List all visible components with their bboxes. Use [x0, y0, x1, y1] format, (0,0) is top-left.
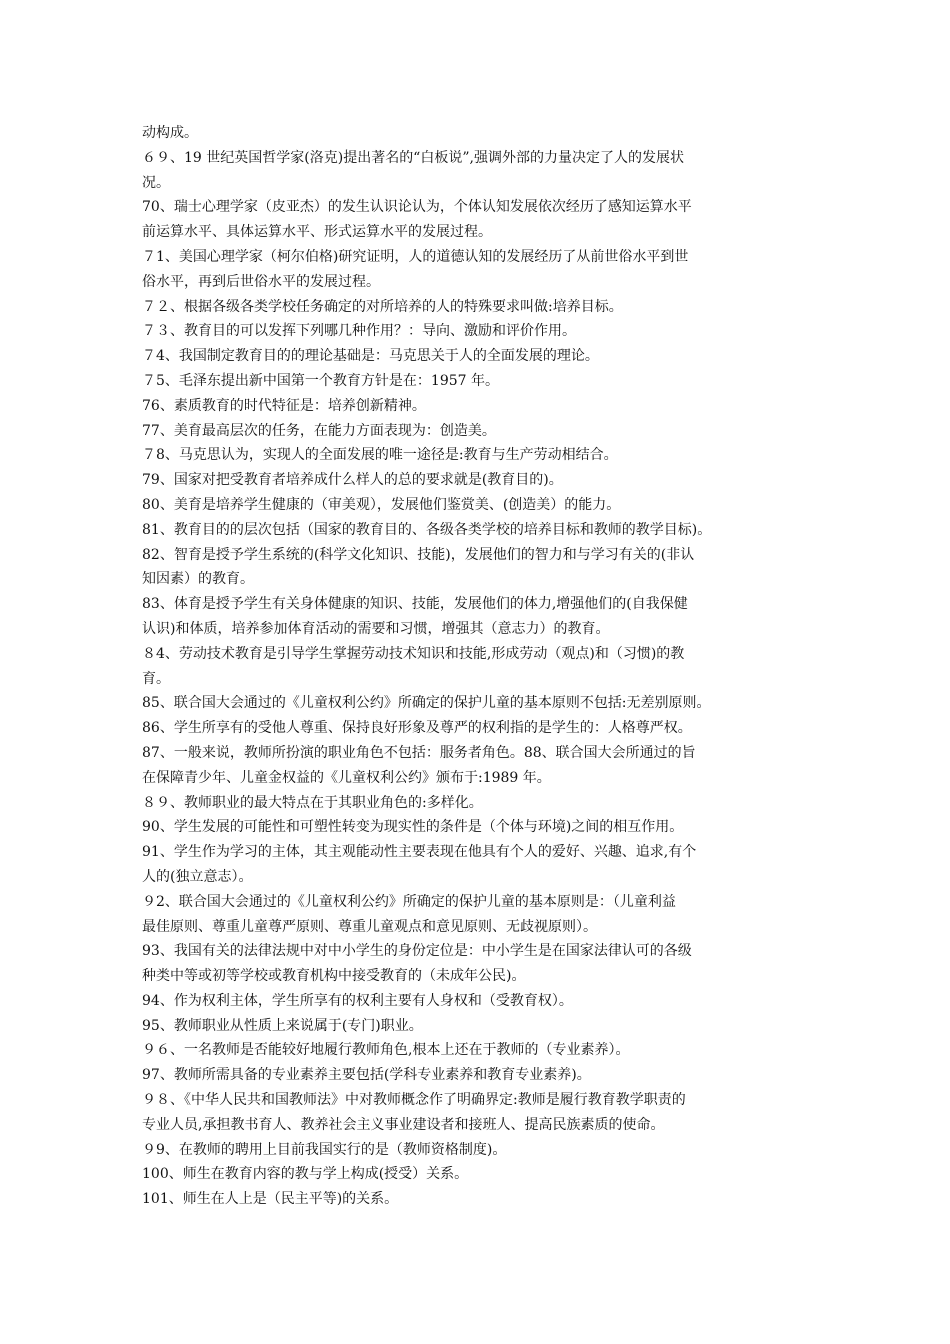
text-line: ７２、根据各级各类学校任务确定的对所培养的人的特殊要求叫做:培养目标。 — [142, 298, 623, 315]
text-line: ７4、我国制定教育目的的理论基础是：马克思关于人的全面发展的理论。 — [142, 348, 599, 365]
text-line: 81、教育目的的层次包括（国家的教育目的、各级各类学校的培养目标和教师的教学目标)。 — [142, 521, 712, 538]
text-line: 100、师生在教育内容的教与学上构成(授受）关系。 — [142, 1166, 469, 1183]
text-line: 79、国家对把受教育者培养成什么样人的总的要求就是(教育目的)。 — [142, 472, 563, 489]
text-line: 87、一般来说，教师所扮演的职业角色不包括：服务者角色。88、联合国大会所通过的旨 — [142, 744, 696, 761]
text-line: ９2、联合国大会通过的《儿童权利公约》所确定的保护儿童的基本原则是：（儿童利益 — [142, 893, 676, 910]
text-line: 况。 — [142, 174, 170, 191]
text-line: 76、素质教育的时代特征是：培养创新精神。 — [142, 397, 426, 414]
text-line: ６９、19 世纪英国哲学家(洛克)提出著名的“白板说”,强调外部的力量决定了人的发展状 — [142, 149, 684, 166]
text-line: ８９、教师职业的最大特点在于其职业角色的:多样化。 — [142, 794, 483, 811]
text-line: 种类中等或初等学校或教育机构中接受教育的（未成年公民)。 — [142, 968, 526, 985]
text-line: 90、学生发展的可能性和可塑性转变为现实性的条件是（个体与环境)之间的相互作用。 — [142, 819, 684, 836]
text-line: 82、智育是授予学生系统的(科学文化知识、技能)，发展他们的智力和与学习有关的(非认 — [142, 546, 695, 563]
text-line: 专业人员,承担教书育人、教养社会主义事业建设者和接班人、提高民族素质的使命。 — [142, 1116, 665, 1133]
text-line: 86、学生所享有的受他人尊重、保持良好形象及尊严的权利指的是学生的：人格尊严权。 — [142, 720, 692, 737]
text-line: 97、教师所需具备的专业素养主要包括(学科专业素养和教育专业素养)。 — [142, 1067, 591, 1084]
text-line — [142, 1212, 832, 1237]
text-line: 育。 — [142, 670, 170, 687]
text-line: ７5、毛泽东提出新中国第一个教育方针是在：1957 年。 — [142, 372, 499, 389]
text-line: 93、我国有关的法律法规中对中小学生的身份定位是：中小学生是在国家法律认可的各级 — [142, 943, 692, 960]
text-line: ７8、马克思认为，实现人的全面发展的唯一途径是:教育与生产劳动相结合。 — [142, 447, 618, 464]
text-line: 101、师生在人上是（民主平等)的关系。 — [142, 1191, 399, 1208]
text-line: ９８、《中华人民共和国教师法》中对教师概念作了明确界定:教师是履行教育教学职责的 — [142, 1092, 686, 1109]
text-line: ９9、在教师的聘用上目前我国实行的是（教师资格制度)。 — [142, 1141, 507, 1158]
text-line: 85、联合国大会通过的《儿童权利公约》所确定的保护儿童的基本原则不包括:无差别原则。 — [142, 695, 711, 712]
text-line: 94、作为权利主体，学生所享有的权利主要有人身权和（受教育权）。 — [142, 992, 573, 1009]
text-line: ９６、一名教师是否能较好地履行教师角色,根本上还在于教师的（专业素养）。 — [142, 1042, 630, 1059]
text-line: 人的(独立意志）。 — [142, 868, 253, 885]
text-line: 动构成。 — [142, 125, 198, 141]
text-line: 77、美育最高层次的任务，在能力方面表现为：创造美。 — [142, 422, 496, 439]
text-line: ７1、美国心理学家（柯尔伯格)研究证明，人的道德认知的发展经历了从前世俗水平到世 — [142, 248, 689, 265]
text-line: 最佳原则、尊重儿童尊严原则、尊重儿童观点和意见原则、无歧视原则）。 — [142, 918, 597, 935]
document-page — [142, 121, 832, 1237]
text-line: 知因素）的教育。 — [142, 571, 254, 588]
text-line: 70、瑞士心理学家（皮亚杰）的发生认识论认为，个体认知发展依次经历了感知运算水平 — [142, 199, 692, 216]
text-line: 认识)和体质，培养参加体育活动的需要和习惯，增强其（意志力）的教育。 — [142, 620, 610, 637]
text-line: ７３、教育目的可以发挥下列哪几种作用？：导向、激励和评价作用。 — [142, 323, 576, 340]
text-line: ８4、劳动技术教育是引导学生掌握劳动技术知识和技能,形成劳动（观点)和（习惯)的教 — [142, 645, 685, 662]
text-line: 83、体育是授予学生有关身体健康的知识、技能，发展他们的体力,增强他们的(自我保健 — [142, 596, 688, 613]
text-line: 前运算水平、具体运算水平、形式运算水平的发展过程。 — [142, 224, 492, 241]
text-line: 俗水平，再到后世俗水平的发展过程。 — [142, 273, 380, 290]
text-line: 在保障青少年、儿童金权益的《儿童权利公约》颁布于:1989 年。 — [142, 769, 551, 786]
text-line: 95、教师职业从性质上来说属于(专门)职业。 — [142, 1017, 423, 1034]
text-line: 80、美育是培养学生健康的（审美观），发展他们鉴赏美、(创造美）的能力。 — [142, 496, 621, 513]
text-line: 91、学生作为学习的主体，其主观能动性主要表现在他具有个人的爱好、兴趣、追求,有个 — [142, 844, 697, 861]
